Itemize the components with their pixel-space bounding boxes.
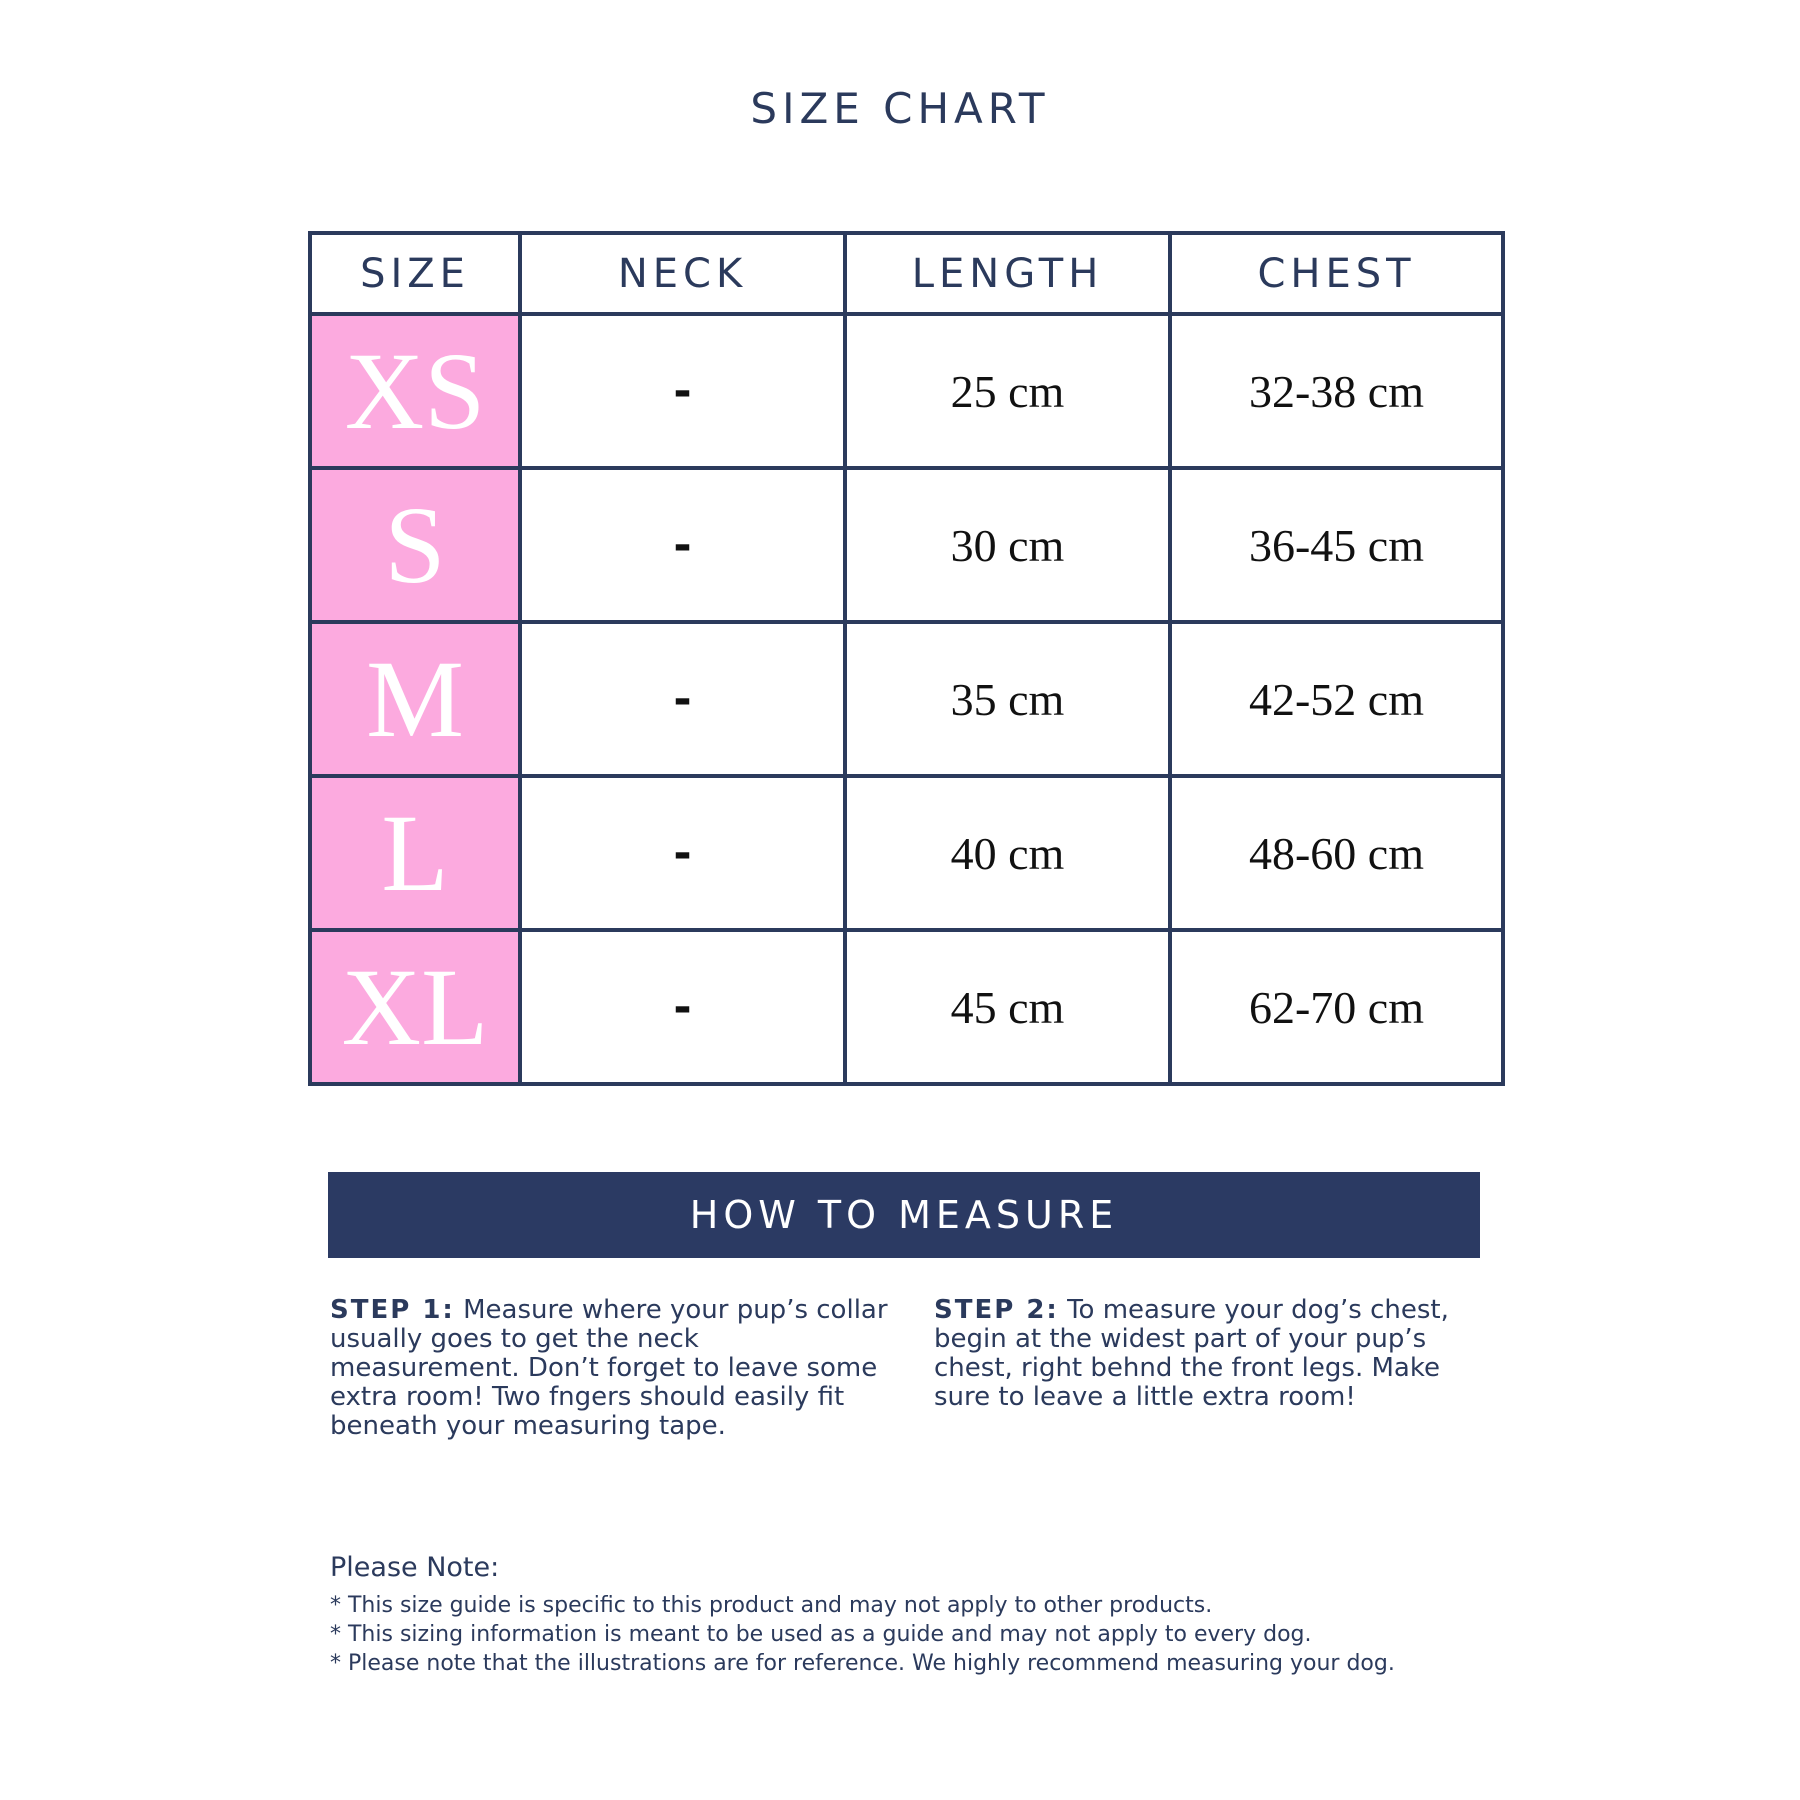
neck-value: -	[520, 314, 845, 468]
how-to-measure-banner: HOW TO MEASURE	[328, 1172, 1480, 1258]
note-line: * This size guide is specific to this product and may not apply to other products.	[330, 1593, 1213, 1618]
neck-value: -	[520, 930, 845, 1084]
header-length: LENGTH	[845, 233, 1170, 314]
neck-value: -	[520, 776, 845, 930]
step-1-label: STEP 1:	[330, 1295, 455, 1325]
step-2-text: To measure your dog’s chest, begin at the widest part of your pup’s chest, right behnd the front legs. Make sure to leave a little extra room!	[934, 1295, 1449, 1412]
length-value: 45 cm	[845, 930, 1170, 1084]
table-row	[310, 930, 1503, 1084]
step-2-label: STEP 2:	[934, 1295, 1059, 1325]
note-title: Please Note:	[330, 1552, 500, 1583]
header-neck: NECK	[520, 233, 845, 314]
chest-value: 62-70 cm	[1170, 930, 1503, 1084]
size-label: XL	[310, 930, 520, 1084]
step-2-instructions	[934, 1296, 1494, 1412]
table-row	[310, 622, 1503, 776]
step-1-instructions	[330, 1296, 890, 1441]
neck-value: -	[520, 622, 845, 776]
size-label: S	[310, 468, 520, 622]
header-chest: CHEST	[1170, 233, 1503, 314]
note-line: * This sizing information is meant to be used as a guide and may not apply to every dog.	[330, 1622, 1312, 1647]
size-chart-table	[308, 231, 1505, 1086]
table-row	[310, 468, 1503, 622]
chest-value: 36-45 cm	[1170, 468, 1503, 622]
size-label: L	[310, 776, 520, 930]
length-value: 40 cm	[845, 776, 1170, 930]
please-note-section	[330, 1552, 1480, 1678]
page-title: SIZE CHART	[750, 84, 1050, 133]
chest-value: 42-52 cm	[1170, 622, 1503, 776]
chest-value: 48-60 cm	[1170, 776, 1503, 930]
step-1-text: Measure where your pup’s collar usually goes to get the neck measurement. Don’t forget to leave some extra room! Two fngers should easily fit beneath your measuring tape.	[330, 1295, 888, 1441]
table-header-row	[310, 233, 1503, 314]
neck-value: -	[520, 468, 845, 622]
table-row	[310, 314, 1503, 468]
chest-value: 32-38 cm	[1170, 314, 1503, 468]
table-row	[310, 776, 1503, 930]
size-label: XS	[310, 314, 520, 468]
note-line: * Please note that the illustrations are for reference. We highly recommend measuring your dog.	[330, 1651, 1395, 1676]
header-size: SIZE	[310, 233, 520, 314]
length-value: 35 cm	[845, 622, 1170, 776]
length-value: 30 cm	[845, 468, 1170, 622]
length-value: 25 cm	[845, 314, 1170, 468]
size-label: M	[310, 622, 520, 776]
